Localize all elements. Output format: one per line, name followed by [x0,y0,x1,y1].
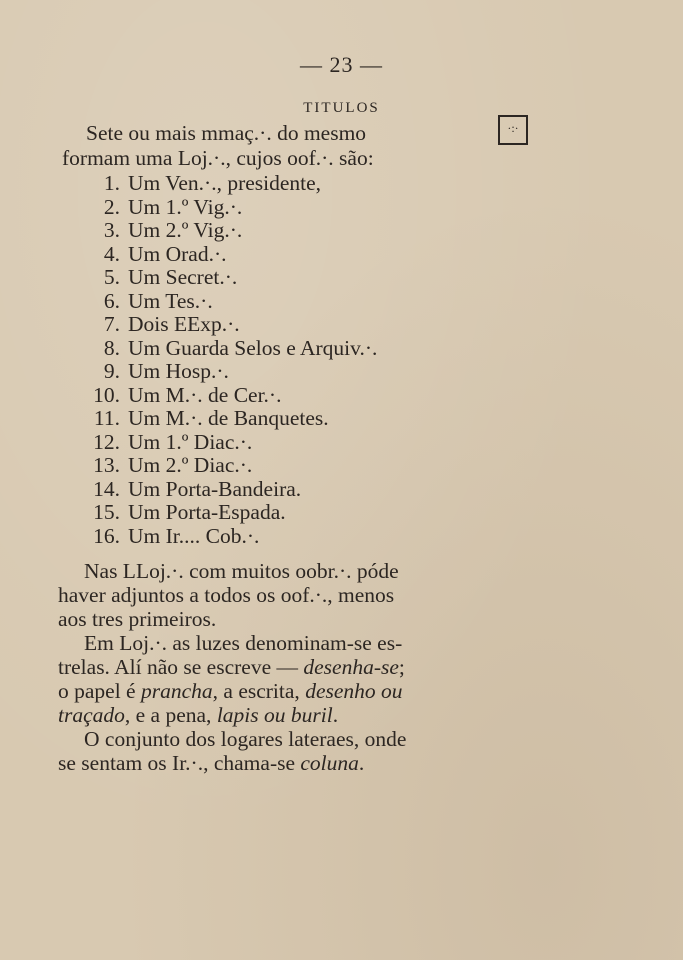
para2-italic: lapis ou buril [216,703,333,727]
officer-item [78,384,281,406]
officer-number: 6. [103,288,120,313]
officer-item [78,266,237,288]
para3-text: . [358,751,365,775]
para3-line-2 [58,752,364,774]
officer-item [78,360,229,382]
para2-text: , e a pena, [124,703,212,727]
para2-text: . [332,703,339,727]
officer-title: Um 1.º Vig.·. [128,194,243,219]
officer-item [78,501,286,523]
para2-italic: traçado [58,703,125,727]
officer-title: Um 1.º Diac.·. [128,429,253,454]
officer-item [78,431,252,453]
officer-title: Um Orad.·. [128,241,227,266]
officer-item [78,478,301,500]
officer-number: 14. [93,476,120,501]
officer-number: 16. [93,523,120,548]
officer-title: Um M.·. de Cer.·. [128,382,282,407]
intro-line-1: Sete ou mais mmaç.·. do mesmo [86,121,367,145]
officer-item [78,196,242,218]
officer-number: 10. [93,382,120,407]
officer-number: 8. [103,335,120,360]
para2-italic: desenho ou [305,679,403,703]
officer-title: Um Ir.... Cob.·. [128,523,260,548]
para2-text: ; [398,655,405,679]
officer-number: 2. [103,194,120,219]
para3-line-1: O conjunto dos logares lateraes, onde [84,727,407,751]
officer-title: Um Secret.·. [128,265,238,289]
officer-title: Um M.·. de Banquetes. [128,406,329,430]
para2-line-2 [58,656,405,678]
officer-number: 15. [93,500,120,524]
para2-text: o papel é [58,679,136,703]
officer-number: 11. [93,406,120,430]
officer-title: Dois EExp.·. [128,312,240,336]
para2-text: , a escrita, [212,679,300,703]
officer-number: 13. [93,453,120,477]
para1-line-1: Nas LLoj.·. com muitos oobr.·. póde [84,559,399,583]
officer-title: Um Tes.·. [128,288,213,313]
officer-title: Um Porta-Bandeira. [128,476,302,501]
officer-item [78,337,377,359]
para1-line-2: haver adjuntos a todos os oof.·., menos [58,583,395,607]
para2-italic: desenha-se [303,655,399,679]
intro-line-2: formam uma Loj.·., cujos oof.·. são: [62,146,374,170]
officer-title: Um Porta-Espada. [128,500,286,524]
officer-item [78,290,213,312]
officer-item [78,454,252,476]
officer-number: 12. [93,429,120,454]
officer-number: 9. [103,359,120,383]
para2-line-3 [58,680,403,702]
para3-italic: coluna [300,751,359,775]
officer-item [78,243,227,265]
para2-line-4 [58,704,338,726]
section-heading: TITULOS [303,100,380,116]
officer-number: 5. [103,265,120,289]
para2-text: trelas. Alí não se escreve — [58,655,298,679]
para3-text: se sentam os Ir.·., chama-se [58,751,296,775]
officer-item [78,219,242,241]
officer-item [78,407,329,429]
para2-line-1: Em Loj.·. as luzes denominam-se es- [84,631,403,655]
officer-title: Um 2.º Vig.·. [128,218,243,242]
lodge-symbol-box: ·:· [498,115,528,145]
officer-number: 1. [103,171,120,195]
officer-item [78,172,321,194]
officer-item [78,525,259,547]
para1-line-3: aos tres primeiros. [58,607,217,631]
officer-item [78,313,240,335]
page-number: — 23 — [300,52,383,77]
officer-title: Um Guarda Selos e Arquiv.·. [128,335,378,360]
para2-italic: prancha [140,679,213,703]
officer-number: 7. [103,312,120,336]
officer-number: 4. [103,241,120,266]
officer-title: Um Hosp.·. [128,359,229,383]
officer-number: 3. [103,218,120,242]
officer-title: Um Ven.·., presidente, [128,171,322,195]
officer-title: Um 2.º Diac.·. [128,453,253,477]
